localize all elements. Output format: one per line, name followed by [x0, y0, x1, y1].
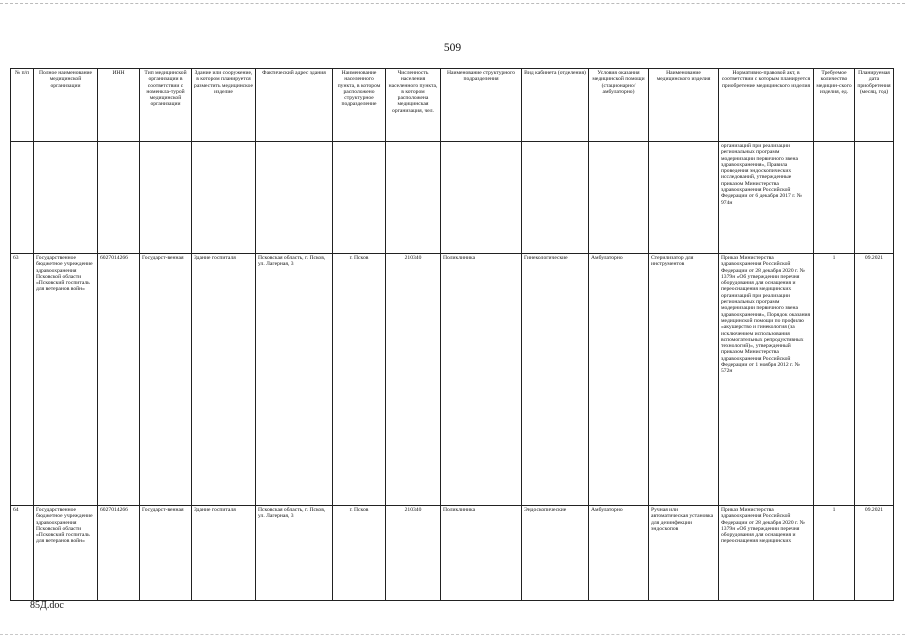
- table-cell: [441, 142, 522, 254]
- header-cell: Наименование структурного подразделения: [441, 69, 522, 142]
- header-cell: Вид кабинета (отделения): [522, 69, 589, 142]
- building-cell: Здание госпиталя: [192, 506, 256, 601]
- header-cell: Требуемое количество медицин-ского изделия, ед.: [814, 69, 855, 142]
- table-header-row: [11, 69, 894, 142]
- date-cell: 09.2021: [855, 254, 894, 506]
- header-cell: № п/п: [11, 69, 34, 142]
- header-cell: ИНН: [98, 69, 140, 142]
- cabinet-cell: Гинекологические: [522, 254, 589, 506]
- header-cell: Здание или сооружение, в котором планируется разместить медицинское изделие: [192, 69, 256, 142]
- table-cell: [333, 142, 386, 254]
- conditions-cell: Амбулаторно: [589, 506, 649, 601]
- header-cell: Условия оказания медицинской помощи (стационарно/ амбулаторно): [589, 69, 649, 142]
- row-number-cell: 64: [11, 506, 34, 601]
- address-cell: Псковская область, г. Псков, ул. Лагерная, 3: [256, 506, 333, 601]
- unit-cell: Поликлиника: [441, 254, 522, 506]
- unit-cell: Поликлиника: [441, 506, 522, 601]
- act-cell: Приказ Министерства здравоохранения Российской Федерации от 28 декабря 2020 г. № 1379н «Об утверждении перечня оборудования для оснащения и переоснащения медицинских организаций при реализации региональных программ модернизации первичного звена здравоохранения», Порядок оказания медицинской помощи по профилю «акушерство и гинекология (за исключением использования вспомогательных репродуктивных технологий)», утвержденный приказом Министерства здравоохранения Российской Федерации от 1 ноября 2012 г. № 572н: [719, 254, 814, 506]
- conditions-cell: Амбулаторно: [589, 254, 649, 506]
- header-cell: Наименование населенного пункта, в котором расположено структурное подразделение: [333, 69, 386, 142]
- page-number: 509: [443, 42, 462, 54]
- scan-edge-bottom: [0, 634, 905, 635]
- row-number-cell: 63: [11, 254, 34, 506]
- population-cell: 210340: [386, 506, 441, 601]
- header-cell: Фактический адрес здания: [256, 69, 333, 142]
- quantity-cell: 1: [814, 506, 855, 601]
- table-cell: [522, 142, 589, 254]
- table-cell: [140, 142, 192, 254]
- table-row-continuation: [11, 142, 894, 254]
- scan-edge-top: [0, 3, 905, 4]
- equipment-table: [10, 68, 894, 601]
- locality-cell: г. Псков: [333, 506, 386, 601]
- table-cell: [649, 142, 719, 254]
- header-cell: Численность населения населенного пункта, в котором расположена медицинская организация, чел.: [386, 69, 441, 142]
- type-cell: Государст-венная: [140, 254, 192, 506]
- act-cell: организаций при реализации региональных программ модернизации первичного звена здравоохранения», Правила проведения эндоскопических исследований, утвержденные приказом Министерства здравоохранения Российской Федерации от 6 декабря 2017 г. № 974н: [719, 142, 814, 254]
- inn-cell: 6027014266: [98, 506, 140, 601]
- quantity-cell: 1: [814, 254, 855, 506]
- header-cell: Наименование медицинского изделия: [649, 69, 719, 142]
- table-cell: [855, 142, 894, 254]
- org-cell: Государственное бюджетное учреждение здравоохранения Псковской области «Псковский госпиталь для ветеранов войн»: [34, 506, 98, 601]
- inn-cell: 6027014266: [98, 254, 140, 506]
- address-cell: Псковская область, г. Псков, ул. Лагерная, 3: [256, 254, 333, 506]
- table-cell: [98, 142, 140, 254]
- document-footer: 85Д.doc: [30, 600, 64, 611]
- table-cell: [589, 142, 649, 254]
- population-cell: 210340: [386, 254, 441, 506]
- act-cell: Приказ Министерства здравоохранения Российской Федерации от 28 декабря 2020 г. № 1379н «Об утверждении перечня оборудования для оснащения и переоснащения медицинских: [719, 506, 814, 601]
- header-cell: Планируемая дата приобретения (месяц, год): [855, 69, 894, 142]
- building-cell: Здание госпиталя: [192, 254, 256, 506]
- device-cell: Стерилизатор для инструментов: [649, 254, 719, 506]
- table-cell: [814, 142, 855, 254]
- table-cell: [192, 142, 256, 254]
- table-cell: [256, 142, 333, 254]
- date-cell: 09.2021: [855, 506, 894, 601]
- table-row: [11, 254, 894, 506]
- table-cell: [34, 142, 98, 254]
- header-cell: Тип медицинской организации в соответствии с номенкла-турой медицинской организации: [140, 69, 192, 142]
- device-cell: Ручная или автоматическая установка для дезинфекции эндоскопов: [649, 506, 719, 601]
- table-cell: [386, 142, 441, 254]
- type-cell: Государст-венная: [140, 506, 192, 601]
- header-cell: Нормативно-правовой акт, в соответствии с которым планируется приобретение медицинского изделия: [719, 69, 814, 142]
- table-row: [11, 506, 894, 601]
- table-cell: [11, 142, 34, 254]
- header-cell: Полное наименование медицинской организации: [34, 69, 98, 142]
- org-cell: Государственное бюджетное учреждение здравоохранения Псковской области «Псковский госпиталь для ветеранов войн»: [34, 254, 98, 506]
- locality-cell: г. Псков: [333, 254, 386, 506]
- cabinet-cell: Эндоскопические: [522, 506, 589, 601]
